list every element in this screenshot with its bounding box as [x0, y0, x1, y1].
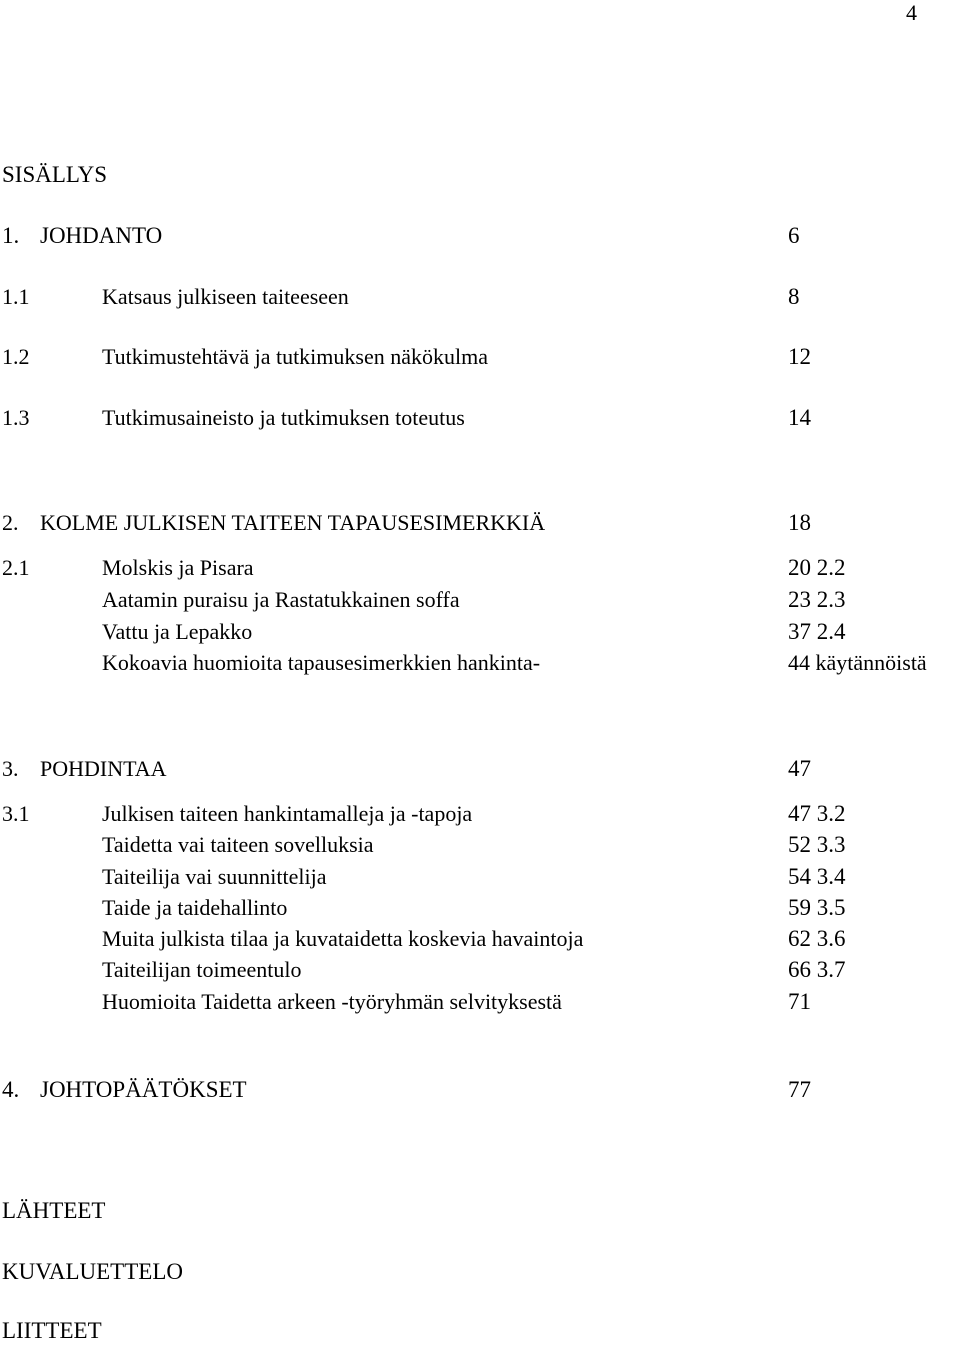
toc-entry-title: JOHDANTO	[40, 223, 163, 248]
toc-entry-title: Katsaus julkiseen taiteeseen	[102, 284, 349, 309]
page-title: SISÄLLYS	[2, 162, 108, 187]
toc-entry-number: 1.2	[2, 344, 30, 369]
toc-entry-title: Vattu ja Lepakko	[102, 619, 253, 644]
toc-entry-page: 44 käytännöistä	[788, 650, 927, 675]
toc-entry-page: 54 3.4	[788, 864, 846, 889]
toc-entry-title: Tutkimustehtävä ja tutkimuksen näkökulma	[102, 344, 488, 369]
toc-entry	[0, 617, 960, 647]
toc-entry	[0, 987, 960, 1017]
toc-entry-page: 20 2.2	[788, 555, 846, 580]
toc-entry-title: KOLME JULKISEN TAITEEN TAPAUSESIMERKKIÄ	[40, 510, 546, 535]
toc-entry-number: 2.1	[2, 555, 30, 580]
toc-section-sources	[0, 1196, 960, 1226]
toc-heading	[0, 160, 960, 190]
toc-entry-page: 23 2.3	[788, 587, 846, 612]
toc-entry-title: POHDINTAA	[40, 756, 167, 781]
toc-entry-title: Muita julkista tilaa ja kuvataidetta koskevia havaintoja	[102, 926, 584, 951]
toc-entry-number: 1.3	[2, 405, 30, 430]
toc-entry	[0, 862, 960, 892]
toc-entry-page: 66 3.7	[788, 957, 846, 982]
toc-entry-page: 37 2.4	[788, 619, 846, 644]
toc-entry-chapter	[0, 754, 960, 784]
toc-entry-title: Kokoavia huomioita tapausesimerkkien hankinta-	[102, 650, 541, 675]
toc-entry-title: Taiteilija vai suunnittelija	[102, 864, 327, 889]
toc-entry	[0, 648, 960, 678]
toc-entry	[0, 799, 960, 829]
toc-entry-page: 12	[788, 344, 811, 369]
toc-entry-number: 1.1	[2, 284, 30, 309]
toc-entry-page: 47 3.2	[788, 801, 846, 826]
toc-entry-title: Taide ja taidehallinto	[102, 895, 288, 920]
toc-entry-page: 47	[788, 756, 811, 781]
toc-entry-page: 52 3.3	[788, 832, 846, 857]
toc-entry-page: 18	[788, 510, 811, 535]
toc-entry-page: 14	[788, 405, 811, 430]
toc-entry-page: 8	[788, 284, 800, 309]
toc-entry-chapter	[0, 508, 960, 538]
toc-section-title: KUVALUETTELO	[2, 1259, 183, 1284]
toc-entry-title: Aatamin puraisu ja Rastatukkainen soffa	[102, 587, 460, 612]
toc-entry-number: 3.	[2, 756, 19, 781]
toc-entry-chapter	[0, 221, 960, 251]
toc-entry	[0, 585, 960, 615]
toc-entry-title: Taidetta vai taiteen sovelluksia	[102, 832, 374, 857]
toc-section-figures	[0, 1257, 960, 1287]
toc-entry-title: JOHTOPÄÄTÖKSET	[40, 1077, 247, 1102]
toc-entry-page: 62 3.6	[788, 926, 846, 951]
toc-section-appendices	[0, 1316, 960, 1346]
toc-entry-title: Julkisen taiteen hankintamalleja ja -tapoja	[102, 801, 473, 826]
toc-entry-title: Huomioita Taidetta arkeen -työryhmän selvityksestä	[102, 989, 562, 1014]
toc-entry-number: 1.	[2, 223, 20, 248]
toc-entry	[0, 924, 960, 954]
toc-entry-title: Molskis ja Pisara	[102, 555, 254, 580]
toc-entry-number: 2.	[2, 510, 19, 535]
toc-entry	[0, 955, 960, 985]
toc-section-title: LÄHTEET	[2, 1198, 106, 1223]
toc-entry-title: Taiteilijan toimeentulo	[102, 957, 302, 982]
toc-entry	[0, 830, 960, 860]
toc-section-title: LIITTEET	[2, 1318, 102, 1343]
toc-entry-title: Tutkimusaineisto ja tutkimuksen toteutus	[102, 405, 465, 430]
toc-entry	[0, 553, 960, 583]
toc-entry	[0, 342, 960, 372]
toc-entry-number: 3.1	[2, 801, 30, 826]
toc-entry	[0, 282, 960, 312]
toc-entry	[0, 403, 960, 433]
page-number: 4	[906, 0, 917, 25]
toc-entry-page: 77	[788, 1077, 811, 1102]
toc-entry-chapter	[0, 1075, 960, 1105]
toc-entry-page: 6	[788, 223, 800, 248]
toc-entry	[0, 893, 960, 923]
toc-entry-page: 59 3.5	[788, 895, 846, 920]
toc-entry-number: 4.	[2, 1077, 20, 1102]
toc-entry-page: 71	[788, 989, 811, 1014]
